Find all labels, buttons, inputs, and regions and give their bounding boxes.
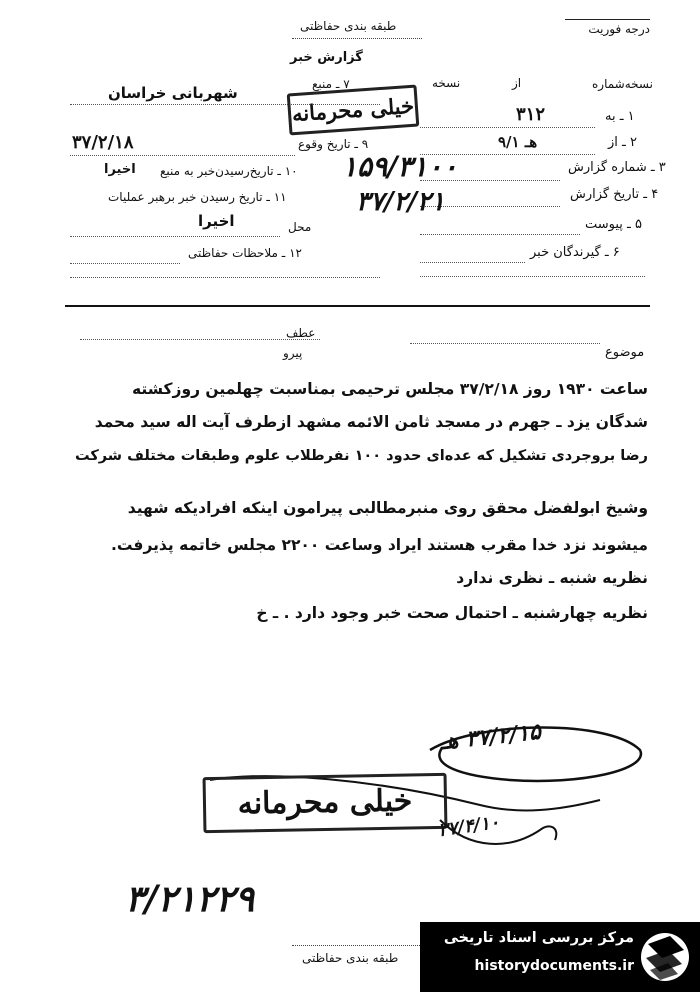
urgency-label: درجه فوریت bbox=[565, 19, 650, 36]
place-value: اخیرا bbox=[198, 212, 235, 230]
source-label: ۷ ـ منبع bbox=[312, 77, 350, 91]
body-line-7: نظریه چهارشنبه ـ احتمال صحت خبر وجود دارد . ـ خ bbox=[256, 604, 648, 622]
from2-value: ۹/هـ ۱ bbox=[498, 133, 538, 151]
received-source-label: ۱۰ ـ تاریخ‌رسیدن‌خبر به منبع bbox=[160, 164, 298, 178]
signature-mark: ۳۷/۴/۱۰ bbox=[436, 811, 501, 842]
received-source-value: اخیرا bbox=[104, 162, 136, 177]
signature-date: ۳۷/۲/۱۵ هـ bbox=[438, 718, 542, 756]
body-line-5: میشوند نزد خدا مقرب هستند ایراد وساعت ۲۲۰۰ مجلس خاتمه پذیرفت. bbox=[111, 536, 648, 554]
archive-number: ۳/۲۱۲۲۹ bbox=[125, 878, 255, 920]
reference-label: عطف bbox=[286, 326, 316, 340]
report-date-label: ۴ ـ تاریخ گزارش bbox=[570, 187, 659, 202]
body-line-6: نظریه شنبه ـ نظری ندارد bbox=[456, 569, 648, 587]
to-value: ۳۱۲ bbox=[516, 104, 546, 125]
archive-logo-icon bbox=[638, 930, 692, 984]
handwritten-date: ۳۷/۲/۲۱ bbox=[356, 187, 445, 217]
watermark-title: مرکز بررسی اسناد تاریخی bbox=[443, 930, 634, 946]
classification-footer: طبقه بندی حفاظتی bbox=[302, 951, 399, 965]
recipients-label: ۶ ـ گیرندگان خبر bbox=[530, 245, 620, 260]
body-line-1: ساعت ۱۹۳۰ روز ۳۷/۲/۱۸ مجلس ترحیمی بمناسبت چهلمین روزکشته bbox=[132, 380, 648, 398]
subject-label: موضوع bbox=[605, 345, 645, 360]
confidential-stamp: خیلی محرمانه bbox=[203, 773, 448, 833]
header-divider bbox=[292, 38, 422, 39]
attachments-label: ۵ ـ پیوست bbox=[585, 217, 642, 232]
from2-label: ۲ ـ از bbox=[608, 135, 637, 150]
place-label: محل bbox=[288, 220, 312, 234]
report-title: گزارش خبر bbox=[290, 50, 363, 65]
copy-label: نسخه bbox=[432, 76, 461, 90]
from-label: از bbox=[512, 76, 522, 90]
source-value: شهربانی خراسان bbox=[108, 84, 238, 102]
to-label: ۱ ـ به bbox=[605, 109, 635, 124]
form-divider bbox=[65, 305, 650, 307]
body-line-3: رضا بروجردی تشکیل که عده‌ای حدود ۱۰۰ نفرطلاب علوم وطبقات مختلف شرکت bbox=[75, 448, 648, 464]
body-line-2: شدگان یزد ـ جهرم در مسجد ثامن الائمه مشهد ازطرف آیت اله سید محمد bbox=[94, 413, 648, 431]
watermark-banner bbox=[420, 922, 700, 992]
event-date-label: ۹ ـ تاریخ وقوع bbox=[298, 137, 369, 151]
event-date-value: ۳۷/۲/۱۸ bbox=[72, 132, 134, 153]
followup-label: پیرو bbox=[283, 346, 303, 360]
body-line-4: وشیخ ابولفضل محقق روی منبرمطالبی پیرامون اینکه افرادیکه شهید bbox=[127, 499, 648, 517]
report-number-label: ۳ ـ شماره گزارش bbox=[568, 160, 666, 175]
received-ops-label: ۱۱ ـ تاریخ رسیدن خبر برهبر عملیات bbox=[108, 190, 287, 204]
handwritten-number: ۱۵۹/۳۱۰۰ bbox=[342, 150, 458, 183]
copy-number-label: نسخه‌شماره bbox=[592, 77, 653, 91]
notes-label: ۱۲ ـ ملاحظات حفاظتی bbox=[188, 246, 302, 260]
watermark-url: historydocuments.ir bbox=[474, 958, 634, 974]
top-confidential-stamp: خیلی محرمانه bbox=[287, 85, 420, 136]
classification-header: طبقه بندی حفاظتی bbox=[300, 19, 397, 33]
